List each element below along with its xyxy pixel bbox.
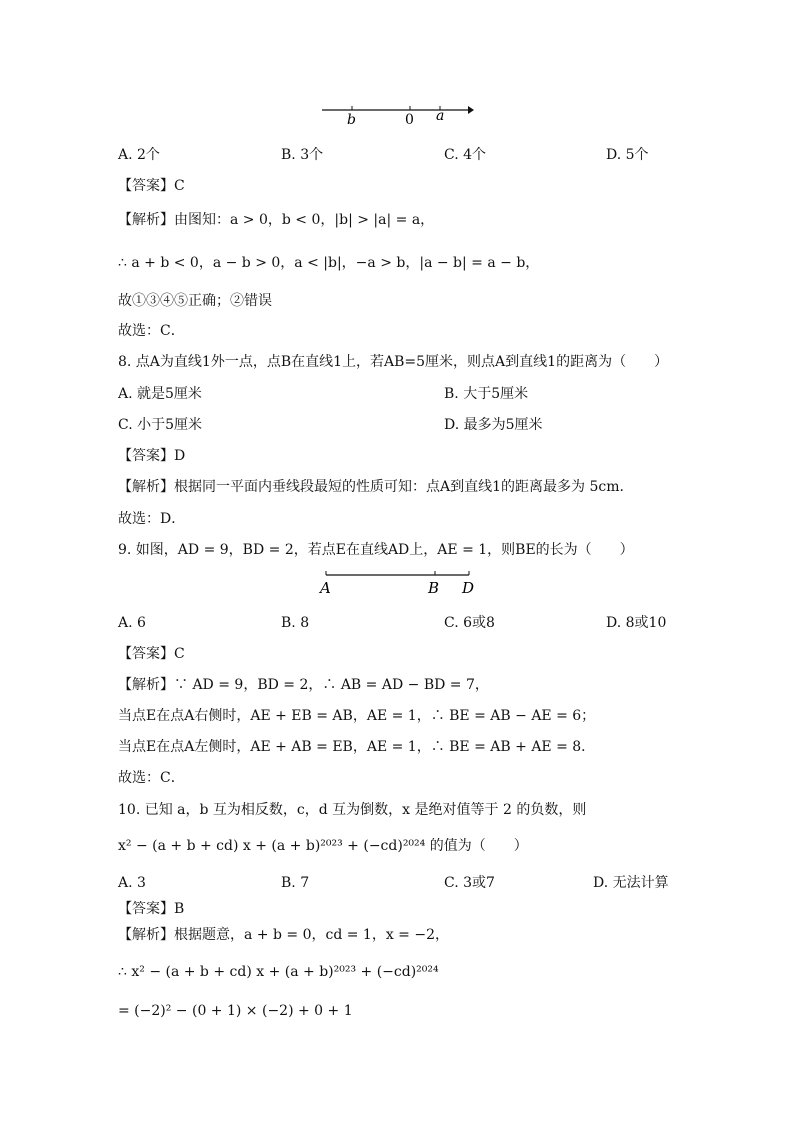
q8-options-row1 <box>118 384 718 404</box>
q10-option-c: C. 3或7 <box>444 875 495 891</box>
point-b-label: B <box>428 579 440 597</box>
q9-explanation-1: 【解析】∵ AD = 9，BD = 2，∴ AB = AD − BD = 7， <box>118 677 489 693</box>
q10-stem-1: 10. 已知 a，b 互为相反数，c，d 互为倒数，x 是绝对值等于 2 的负数，则 <box>118 802 587 818</box>
point-a-label: A <box>320 579 331 597</box>
q7-option-b: B. 3个 <box>281 147 324 163</box>
q10-answer: 【答案】B <box>118 901 185 917</box>
q7-option-c: C. 4个 <box>444 147 487 163</box>
q10-option-b: B. 7 <box>281 875 310 891</box>
q7-answer: 【答案】C <box>118 178 185 194</box>
q8-explanation-1: 【解析】根据同一平面内垂线段最短的性质可知：点A到直线1的距离最多为 5cm． <box>118 479 634 495</box>
q9-option-c: C. 6或8 <box>444 615 495 631</box>
q10-option-a: A. 3 <box>118 875 146 891</box>
q8-option-d: D. 最多为5厘米 <box>444 417 543 433</box>
q9-explanation-3: 当点E在点A左侧时，AE + AB = EB，AE = 1，∴ BE = AB + AE = 8． <box>118 739 596 755</box>
number-line-figure <box>318 100 478 128</box>
q9-stem: 9. 如图，AD = 9，BD = 2，若点E在直线AD上，AE = 1，则BE的长为（ ） <box>118 542 634 558</box>
q10-explanation-3: = (−2)² − (0 + 1) × (−2) + 0 + 1 <box>118 1003 353 1019</box>
q7-explanation-1: 【解析】由图知：a > 0，b < 0，|b| > |a| = a， <box>118 212 435 228</box>
q10-explanation-1: 【解析】根据题意，a + b = 0，cd = 1，x = −2， <box>118 927 449 943</box>
q8-option-b: B. 大于5厘米 <box>444 386 529 402</box>
q7-explanation-4: 故选：C． <box>118 323 185 339</box>
q10-stem-2: x² − (a + b + cd) x + (a + b)²⁰²³ + (−cd)²⁰²⁴ 的值为（ ） <box>118 838 528 854</box>
label-a: a <box>436 108 445 124</box>
q9-option-d: D. 8或10 <box>606 615 667 631</box>
q10-explanation-2: ∴ x² − (a + b + cd) x + (a + b)²⁰²³ + (−cd)²⁰²⁴ <box>118 964 439 980</box>
q8-explanation-2: 故选：D． <box>118 511 186 527</box>
segment-figure <box>316 566 482 598</box>
q9-option-a: A. 6 <box>118 615 146 631</box>
q7-explanation-2: ∴ a + b < 0，a − b > 0，a < |b|，−a > b，|a − b| = a − b， <box>118 255 540 271</box>
q8-answer: 【答案】D <box>118 448 186 464</box>
q10-option-d: D. 无法计算 <box>593 875 669 891</box>
q7-option-d: D. 5个 <box>606 147 649 163</box>
q8-option-a: A. 就是5厘米 <box>118 386 202 402</box>
q7-explanation-3: 故①③④⑤正确；②错误 <box>118 293 272 309</box>
q9-option-b: B. 8 <box>281 615 310 631</box>
q9-answer: 【答案】C <box>118 646 185 662</box>
number-line-arrow <box>468 106 474 114</box>
label-b: b <box>347 112 356 128</box>
q8-options-row2 <box>118 415 718 435</box>
q9-explanation-2: 当点E在点A右侧时，AE + EB = AB，AE = 1，∴ BE = AB − AE = 6； <box>118 708 596 724</box>
q9-explanation-4: 故选：C． <box>118 770 185 786</box>
q8-option-c: C. 小于5厘米 <box>118 417 203 433</box>
point-d-label: D <box>462 579 475 597</box>
label-0: 0 <box>405 112 414 128</box>
q7-option-a: A. 2个 <box>118 147 160 163</box>
q8-stem: 8. 点A为直线1外一点，点B在直线1上，若AB=5厘米，则点A到直线1的距离为（ ） <box>118 354 669 370</box>
